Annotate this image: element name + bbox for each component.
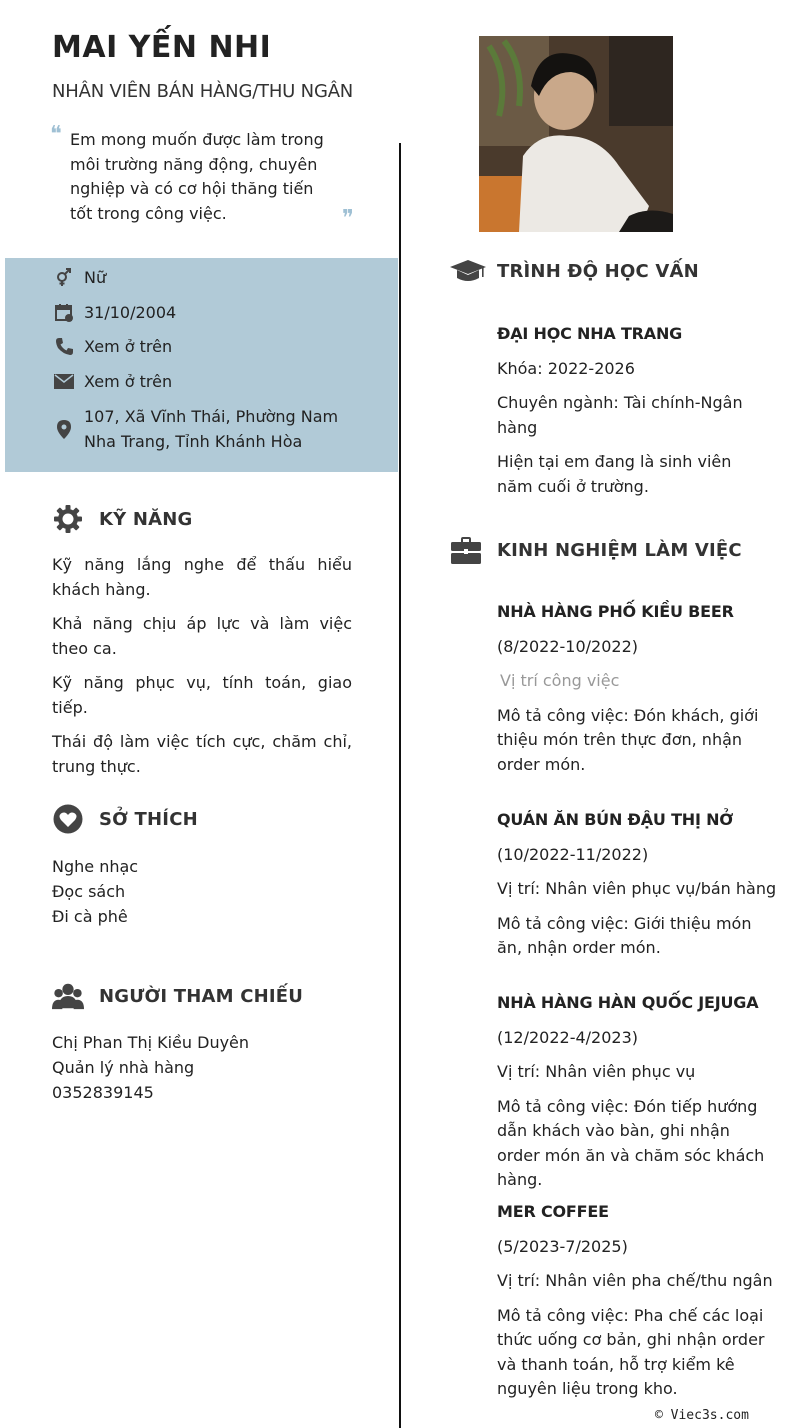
job-period: (10/2022-11/2022) — [497, 844, 649, 864]
skill-item: Khả năng chịu áp lực và làm việc theo ca. — [52, 614, 352, 658]
contact-address-row — [53, 405, 344, 454]
heart-icon — [52, 803, 84, 835]
reference-phone: 0352839145 — [52, 1083, 154, 1102]
contact-phone-row — [53, 335, 344, 360]
job-description: Mô tả công việc: Giới thiệu món ăn, nhận order món. — [497, 913, 752, 957]
hobby-item: Đọc sách — [52, 882, 126, 901]
job-entry — [497, 600, 767, 777]
education-note: Hiện tại em đang là sinh viên năm cuối ở trường. — [497, 452, 732, 496]
job-period: (12/2022-4/2023) — [497, 1027, 639, 1047]
job-entry — [497, 808, 777, 961]
major: Chuyên ngành: Tài chính-Ngân hàng — [497, 393, 743, 437]
school-name: ĐẠI HỌC NHA TRANG — [497, 324, 683, 343]
profile-photo — [479, 36, 673, 232]
skills-header — [52, 503, 192, 535]
hobby-item: Nghe nhạc — [52, 857, 139, 876]
job-company: NHÀ HÀNG PHỐ KIỀU BEER — [497, 602, 734, 621]
reference-role: Quản lý nhà hàng — [52, 1058, 195, 1077]
job-position: Vị trí: Nhân viên phục vụ/bán hàng — [497, 879, 777, 898]
phone-icon — [53, 335, 75, 357]
gender-icon — [53, 266, 75, 288]
job-period: (8/2022-10/2022) — [497, 636, 639, 656]
job-company: NHÀ HÀNG HÀN QUỐC JEJUGA — [497, 993, 759, 1012]
phone-value: Xem ở trên — [84, 337, 173, 356]
graduation-cap-icon — [450, 255, 486, 287]
education-title: TRÌNH ĐỘ HỌC VẤN — [497, 260, 699, 282]
envelope-icon — [53, 370, 75, 392]
job-company: MER COFFEE — [497, 1202, 609, 1221]
job-position: Vị trí: Nhân viên phục vụ — [497, 1062, 696, 1081]
job-entry — [497, 991, 767, 1193]
people-icon — [52, 980, 84, 1012]
job-description: Mô tả công việc: Đón tiếp hướng dẫn khách vào bàn, ghi nhận order món ăn và chăm sóc khách hàng. — [497, 1096, 765, 1189]
hobbies-list — [52, 854, 138, 929]
address-value: 107, Xã Vĩnh Thái, Phường Nam Nha Trang, Tỉnh Khánh Hòa — [84, 407, 339, 451]
column-divider — [399, 143, 401, 1428]
quote-close-icon: ❞ — [342, 206, 354, 231]
job-period: (5/2023-7/2025) — [497, 1236, 628, 1256]
birthday-value: 31/10/2004 — [84, 303, 177, 322]
gear-icon — [52, 503, 84, 535]
contact-gender-row — [53, 266, 344, 291]
experience-header — [450, 534, 742, 566]
job-entry — [497, 1200, 773, 1402]
hobby-item: Đi cà phê — [52, 907, 128, 926]
course-years: Khóa: 2022-2026 — [497, 358, 635, 378]
hobbies-title: SỞ THÍCH — [99, 808, 198, 830]
candidate-name: MAI YẾN NHI — [52, 30, 272, 65]
skill-item: Kỹ năng lắng nghe để thấu hiểu khách hàng. — [52, 555, 352, 599]
education-header — [450, 255, 699, 287]
footer-watermark: © Viec3s.com — [655, 1408, 749, 1423]
calendar-icon — [53, 301, 75, 323]
references-header — [52, 980, 303, 1012]
education-details — [497, 322, 767, 499]
references-details — [52, 1030, 249, 1105]
briefcase-icon — [450, 534, 482, 566]
job-position: Vị trí: Nhân viên pha chế/thu ngân — [497, 1271, 773, 1290]
skills-title: KỸ NĂNG — [99, 508, 193, 530]
email-value: Xem ở trên — [84, 372, 173, 391]
contact-birthday-row — [53, 301, 344, 326]
location-pin-icon — [53, 418, 75, 440]
quote-open-icon: ❝ — [50, 122, 62, 147]
career-objective: Em mong muốn được làm trong môi trường năng động, chuyên nghiệp và có cơ hội thăng tiến tốt trong công việc. — [70, 130, 324, 223]
job-company: QUÁN ĂN BÚN ĐẬU THỊ NỞ — [497, 810, 734, 829]
skill-item: Kỹ năng phục vụ, tính toán, giao tiếp. — [52, 673, 352, 717]
job-description: Mô tả công việc: Đón khách, giới thiệu món trên thực đơn, nhận order món. — [497, 705, 759, 774]
skills-list — [52, 553, 352, 789]
references-title: NGƯỜI THAM CHIẾU — [99, 985, 304, 1007]
hobbies-header — [52, 803, 198, 835]
reference-name: Chị Phan Thị Kiều Duyên — [52, 1033, 250, 1052]
gender-value: Nữ — [84, 268, 107, 287]
job-description: Mô tả công việc: Pha chế các loại thức uống cơ bản, ghi nhận order và thanh toán, hỗ trợ kiểm kê nguyên liệu trong kho. — [497, 1305, 765, 1398]
skill-item: Thái độ làm việc tích cực, chăm chỉ, trung thực. — [52, 732, 352, 776]
experience-title: KINH NGHIỆM LÀM VIỆC — [497, 539, 742, 561]
contact-email-row — [53, 370, 344, 395]
job-title: NHÂN VIÊN BÁN HÀNG/THU NGÂN — [52, 81, 354, 102]
contact-panel — [5, 258, 398, 472]
job-position: Vị trí công việc — [500, 671, 620, 690]
